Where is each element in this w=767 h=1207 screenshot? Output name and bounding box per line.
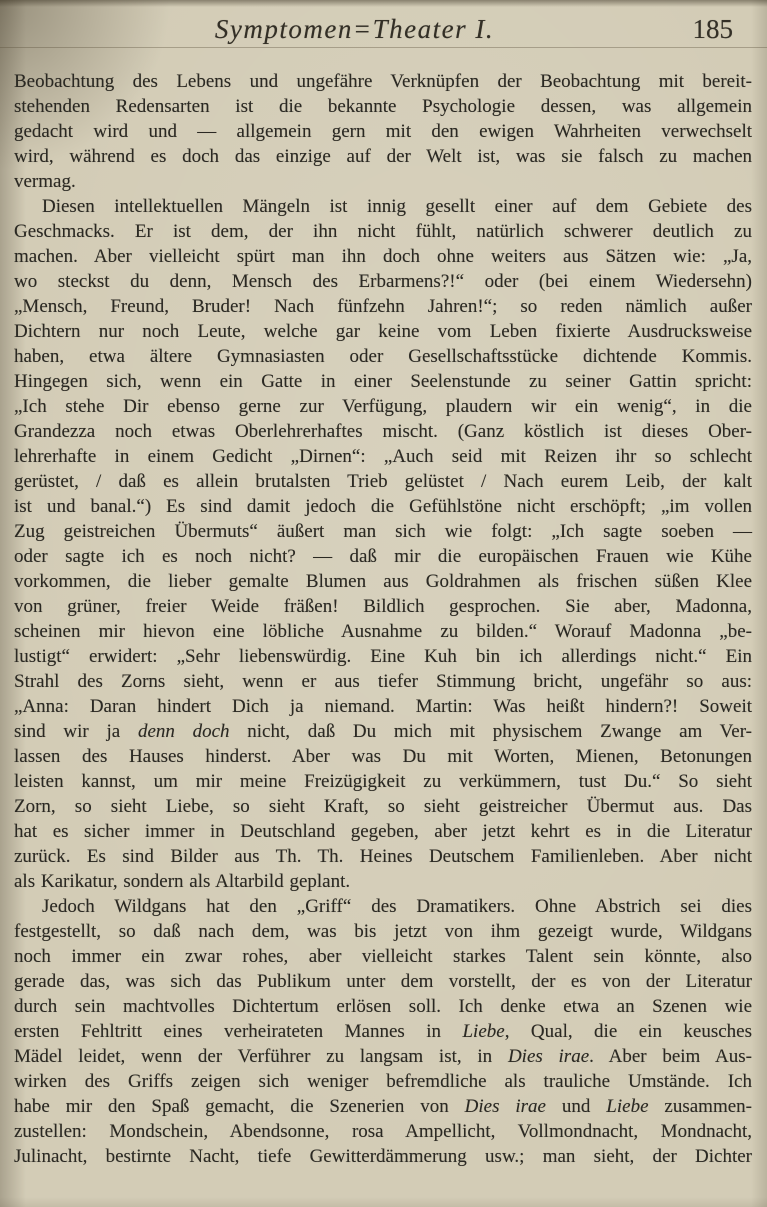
text-line [14, 294, 752, 319]
text-line [14, 494, 752, 519]
text-line [14, 394, 752, 419]
text-line [14, 69, 752, 94]
text-run: machen. Aber vielleicht spürt man ihn doch ohne weiters aus Sätzen wie: „Ja, [14, 246, 752, 267]
text-line [14, 594, 752, 619]
text-run: durch sein machtvolles Dichtertum erlösen soll. Ich denke etwa an Szenen wie [14, 996, 752, 1017]
text-run: . Aber beim Aus- [589, 1046, 752, 1067]
text-line [14, 619, 752, 644]
text-line [14, 94, 752, 119]
italic-text-run: Dies irae [464, 1096, 546, 1117]
text-run: lustigt“ erwidert: „Sehr liebenswürdig. Eine Kuh bin ich allerdings nicht.“ Ein [14, 646, 752, 667]
text-line [14, 1094, 752, 1119]
text-line [14, 969, 752, 994]
text-run: habe mir den Spaß gemacht, die Szenerien von [14, 1096, 465, 1117]
text-run: Zorn, so sieht Liebe, so sieht Kraft, so sieht geistreicher Übermut aus. Das [14, 796, 752, 817]
text-line [14, 869, 752, 894]
text-run: Diesen intellektuellen Mängeln ist innig gesellt einer auf dem Gebiete des [42, 196, 752, 217]
text-line [14, 694, 752, 719]
text-run: zustellen: Mondschein, Abendsonne, rosa Ampellicht, Vollmondnacht, Mondnacht, [14, 1121, 752, 1142]
text-run: wirken des Griffs zeigen sich weniger befremdliche als trauliche Umstände. Ich [14, 1071, 752, 1092]
text-run: haben, etwa ältere Gymnasiasten oder Gesellschaftsstücke dichtende Kommis. [14, 346, 752, 367]
text-run: Dichtern nur noch Leute, welche gar keine vom Leben fixierte Ausdrucksweise [14, 321, 752, 342]
text-run: Beobachtung des Lebens und ungefähre Verknüpfen der Beobachtung mit bereit- [14, 71, 752, 92]
text-run: vorkommen, die lieber gemalte Blumen aus Goldrahmen als frischen süßen Klee [14, 571, 752, 592]
text-run: Jedoch Wildgans hat den „Griff“ des Dramatikers. Ohne Abstrich sei dies [42, 896, 752, 917]
text-line [14, 444, 752, 469]
paragraph [14, 69, 752, 194]
running-title: Symptomen=Theater I. [214, 14, 495, 44]
text-run: gerade das, was sich das Publikum unter dem vorstellt, der es von der Literatur [14, 971, 752, 992]
text-line [14, 219, 752, 244]
text-line [14, 844, 752, 869]
text-run: Grandezza noch etwas Oberlehrerhaftes mischt. (Ganz köstlich ist dieses Ober- [14, 421, 752, 442]
text-run: hat es sicher immer in Deutschland gegeben, aber jetzt kehrt es in die Literatur [14, 821, 752, 842]
text-line [14, 119, 752, 144]
text-run: Strahl des Zorns sieht, wenn er aus tiefer Stimmung bricht, ungefähr so aus: [14, 671, 752, 692]
text-line [14, 344, 752, 369]
text-line [14, 719, 752, 744]
text-run: leisten kannst, um mir meine Freizügigkeit zu verkümmern, tust Du.“ So sieht [14, 771, 752, 792]
text-line [14, 419, 752, 444]
page-number: 185 [692, 14, 733, 44]
text-line [14, 669, 752, 694]
text-line [14, 1119, 752, 1144]
text-run: Hingegen sich, wenn ein Gatte in einer Seelenstunde zu seiner Gattin spricht: [14, 371, 752, 392]
text-line [14, 994, 752, 1019]
text-run: ersten Fehltritt eines verheirateten Mannes in [14, 1021, 463, 1042]
text-line [14, 194, 752, 219]
text-line [14, 169, 752, 194]
text-run: oder sagte ich es noch nicht? — daß mir die europäischen Frauen wie Kühe [14, 546, 752, 567]
text-line [14, 569, 752, 594]
text-line [14, 369, 752, 394]
text-line [14, 469, 752, 494]
text-run: von grüner, freier Weide fräßen! Bildlich gesprochen. Sie aber, Madonna, [14, 596, 752, 617]
italic-text-run: Dies irae [507, 1046, 590, 1067]
text-run: stehenden Redensarten ist die bekannte Psychologie dessen, was allgemein [14, 96, 752, 117]
text-line [14, 519, 752, 544]
text-line [14, 1019, 752, 1044]
text-line [14, 944, 752, 969]
page-header [14, 14, 751, 48]
text-run: „Mensch, Freund, Bruder! Nach fünfzehn Jahren!“; so reden nämlich außer [14, 296, 752, 317]
text-line [14, 794, 752, 819]
text-line [14, 144, 752, 169]
text-run: „Anna: Daran hindert Dich ja niemand. Martin: Was heißt hindern?! Soweit [14, 696, 752, 717]
text-line [14, 1044, 752, 1069]
text-run: festgestellt, so daß nach dem, was bis jetzt von ihm gezeigt wurde, Wildgans [14, 921, 752, 942]
text-run: gerüstet, / daß es allein brutalsten Trieb gelüstet / Nach eurem Leib, der kalt [14, 471, 752, 492]
text-run: sind wir ja [14, 721, 138, 742]
text-run: Zug geistreichen Übermuts“ äußert man sich wie folgt: „Ich sagte soeben — [14, 521, 752, 542]
text-line [14, 769, 752, 794]
text-run: noch immer ein zwar rohes, aber vielleicht starkes Talent sein könnte, also [14, 946, 752, 967]
text-run: lassen des Hauses hinderst. Aber was Du mit Worten, Mienen, Betonungen [14, 746, 752, 767]
text-run: zusammen- [648, 1096, 752, 1117]
text-line [14, 919, 752, 944]
text-run: gedacht wird und — allgemein gern mit den ewigen Wahrheiten verwechselt [14, 121, 752, 142]
text-run: „Ich stehe Dir ebenso gerne zur Verfügung, plaudern wir ein wenig“, in die [14, 396, 752, 417]
text-line [14, 1144, 752, 1169]
text-run: wo steckst du denn, Mensch des Erbarmens?!“ oder (bei einem Wiedersehn) [14, 271, 752, 292]
text-line [14, 894, 752, 919]
text-run: lehrerhafte in einem Gedicht „Dirnen“: „Auch seid mit Reizen ihr so schlecht [14, 446, 752, 467]
text-run: Julinacht, bestirnte Nacht, tiefe Gewitterdämmerung usw.; man sieht, der Dichter [14, 1146, 752, 1167]
text-run: als Karikatur, sondern als Altarbild geplant. [14, 871, 351, 892]
text-run: Geschmacks. Er ist dem, der ihn nicht fühlt, natürlich schwerer deutlich zu [14, 221, 752, 242]
text-run: ist und banal.“) Es sind damit jedoch die Gefühlstöne nicht erschöpft; „im vollen [14, 496, 752, 517]
text-line [14, 644, 752, 669]
text-run: wird, während es doch das einzige auf der Welt ist, was sie falsch zu machen [14, 146, 752, 167]
text-run: , Qual, die ein keusches [504, 1021, 752, 1042]
text-run: und [545, 1096, 607, 1117]
text-line [14, 1069, 752, 1094]
text-block [14, 69, 752, 1169]
text-line [14, 544, 752, 569]
text-run: Mädel leidet, wenn der Verführer zu langsam ist, in [14, 1046, 508, 1067]
text-run: zurück. Es sind Bilder aus Th. Th. Heines Deutschem Familienleben. Aber nicht [14, 846, 752, 867]
text-line [14, 244, 752, 269]
paragraph [14, 194, 752, 894]
italic-text-run: denn doch [137, 721, 230, 742]
paragraph [14, 894, 752, 1169]
text-run: nicht, daß Du mich mit physischem Zwange am Ver- [229, 721, 752, 742]
header-rule [0, 47, 767, 48]
text-line [14, 319, 752, 344]
italic-text-run: Liebe [462, 1021, 505, 1042]
text-line [14, 744, 752, 769]
text-run: scheinen mir hievon eine löbliche Ausnahme zu bilden.“ Worauf Madonna „be- [14, 621, 752, 642]
text-line [14, 819, 752, 844]
text-run: vermag. [14, 171, 76, 192]
italic-text-run: Liebe [606, 1096, 649, 1117]
text-line [14, 269, 752, 294]
